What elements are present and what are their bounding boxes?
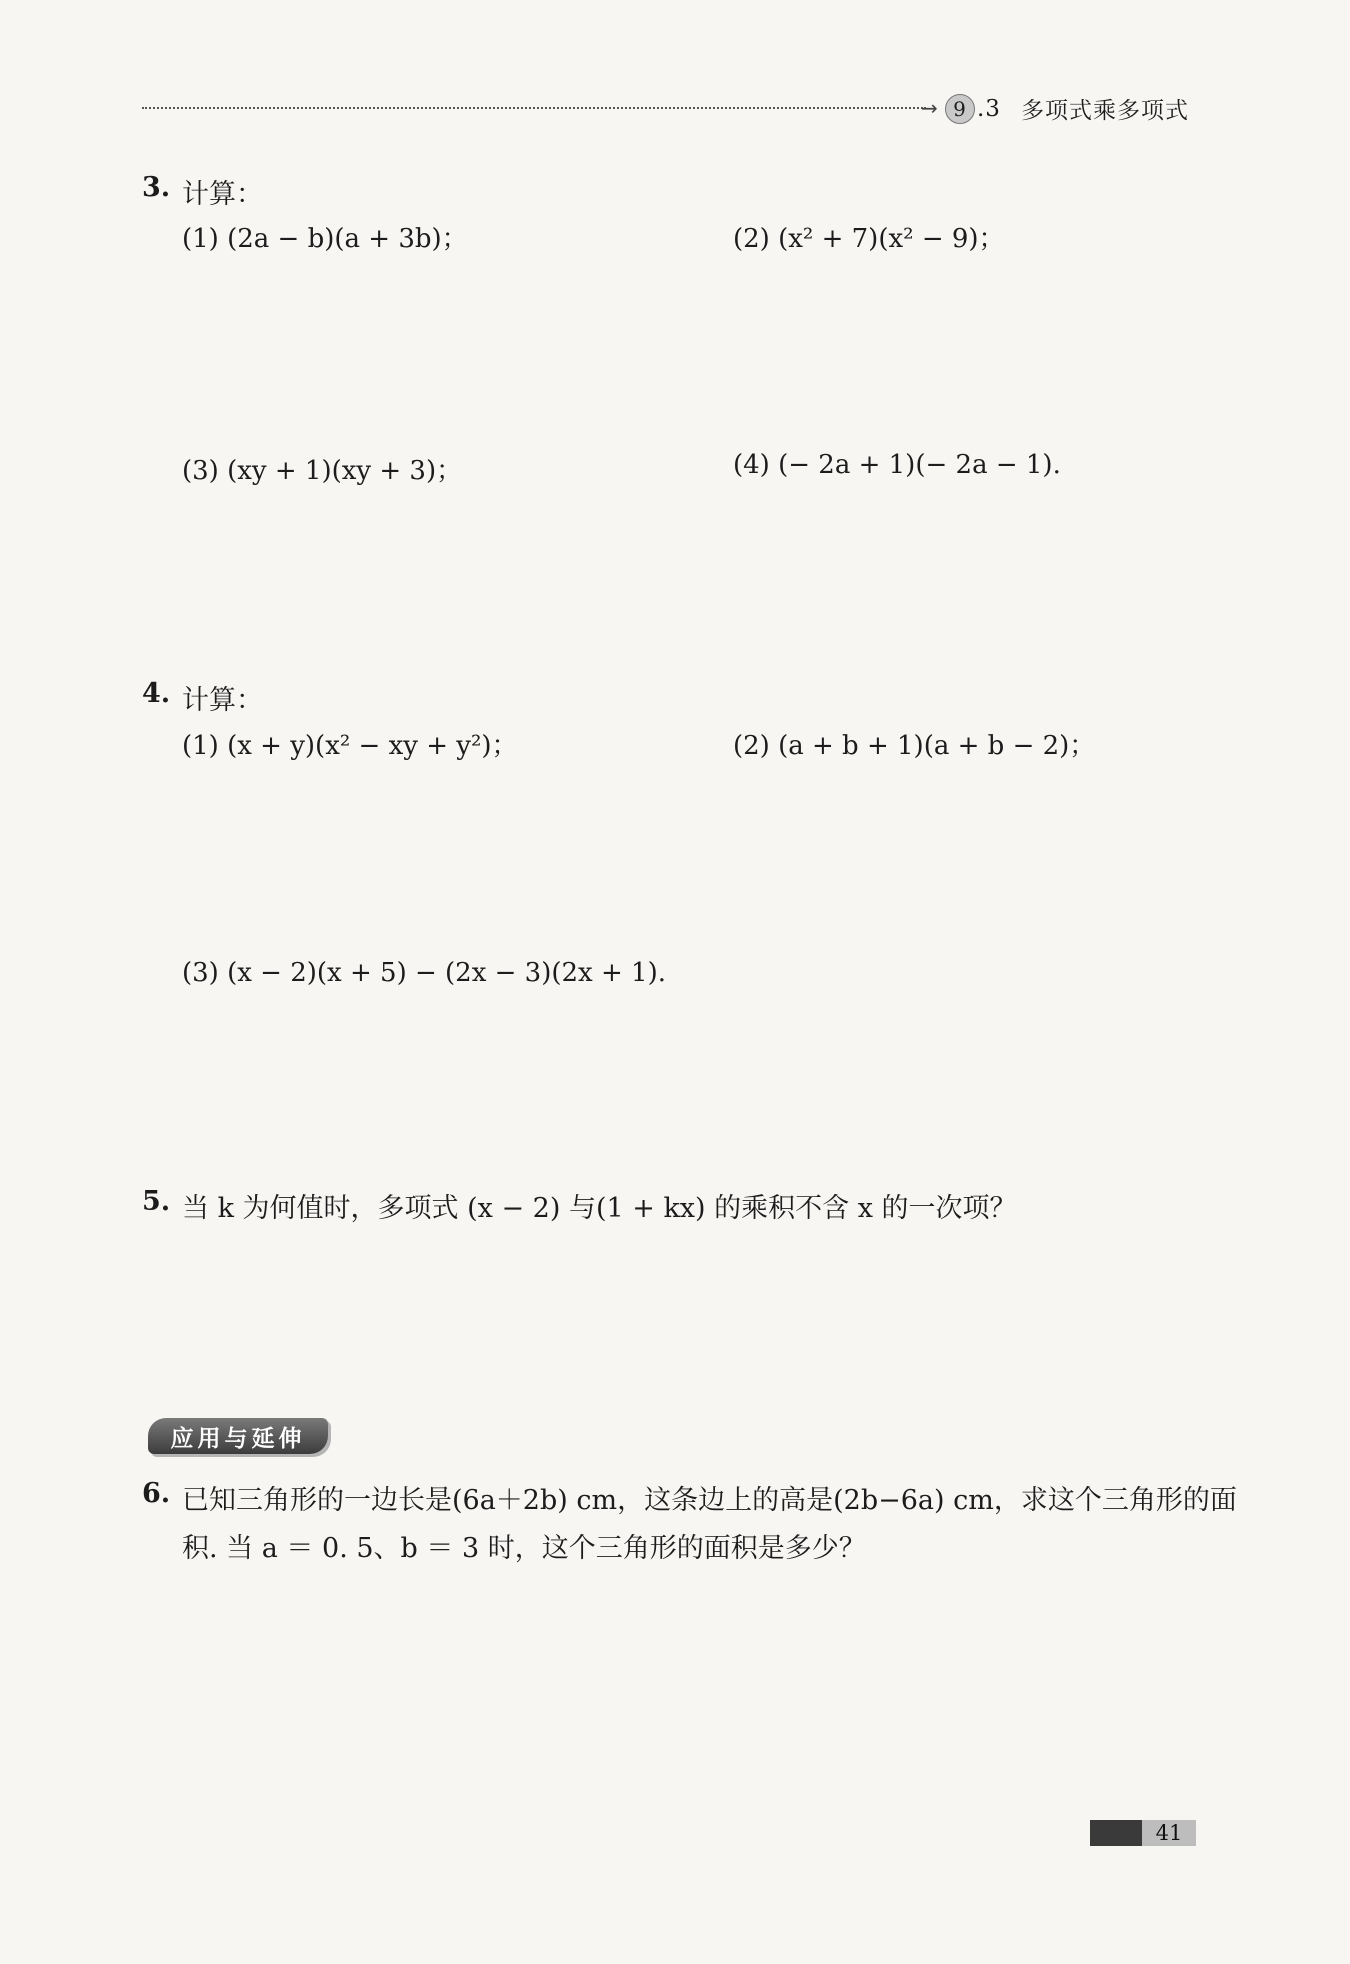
problem-4-prompt: 计算： bbox=[182, 685, 263, 716]
section-banner: 应用与延伸 bbox=[148, 1418, 328, 1454]
problem-3-item-2: (2) (x² + 7)(x² − 9)； bbox=[733, 224, 1005, 254]
problem-4-item-2: (2) (a + b + 1)(a + b − 2)； bbox=[733, 731, 1096, 761]
problem-3-prompt: 计算： bbox=[182, 179, 263, 210]
problem-4-number: 4. bbox=[142, 678, 171, 709]
section-number: .3 bbox=[977, 95, 1001, 122]
problem-6-line-2: 积. 当 a ＝ 0. 5、b ＝ 3 时，这个三角形的面积是多少？ bbox=[182, 1533, 866, 1564]
problem-4-item-3: (3) (x − 2)(x + 5) − (2x − 3)(2x + 1). bbox=[182, 958, 666, 988]
running-header bbox=[945, 92, 1189, 125]
header-arrow-icon: → bbox=[921, 96, 938, 120]
page-number: 41 bbox=[1142, 1820, 1196, 1846]
problem-3-item-1: (1) (2a − b)(a + 3b)； bbox=[182, 224, 468, 254]
problem-6-line-1: 已知三角形的一边长是(6a＋2b) cm，这条边上的高是(2b−6a) cm，求这个三角形的面 bbox=[182, 1485, 1237, 1516]
problem-5-text: 当 k 为何值时，多项式 (x − 2) 与(1 + kx) 的乘积不含 x 的一次项？ bbox=[182, 1193, 1017, 1224]
chapter-badge: 9 bbox=[945, 94, 975, 124]
problem-3-item-4: (4) (− 2a + 1)(− 2a − 1). bbox=[733, 450, 1061, 480]
header-dotted-rule bbox=[142, 107, 926, 109]
page-number-bar bbox=[1090, 1820, 1142, 1846]
problem-5-number: 5. bbox=[142, 1186, 171, 1217]
problem-3-number: 3. bbox=[142, 172, 171, 203]
problem-6-number: 6. bbox=[142, 1478, 171, 1509]
section-title: 多项式乘多项式 bbox=[1020, 98, 1189, 124]
problem-3-item-3: (3) (xy + 1)(xy + 3)； bbox=[182, 456, 463, 486]
problem-4-item-1: (1) (x + y)(x² − xy + y²)； bbox=[182, 731, 518, 761]
page-number-tab bbox=[1090, 1820, 1196, 1846]
